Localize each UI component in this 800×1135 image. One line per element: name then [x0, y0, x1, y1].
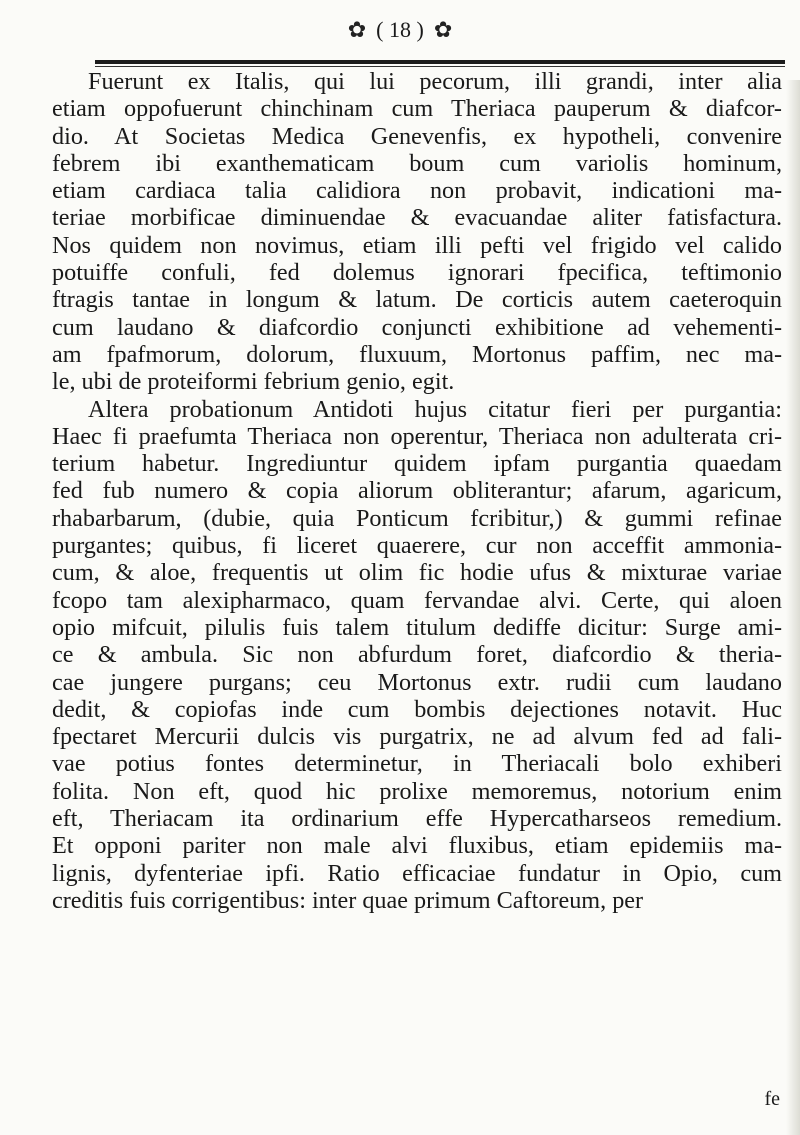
text-line: Nos quidem non novimus, etiam illi pefti vel frigido vel calido [52, 231, 782, 259]
page-edge [786, 80, 800, 1135]
text-line: cum laudano & diafcordio conjuncti exhibitione ad vehementi- [52, 313, 782, 341]
text-line: potuiffe confuli, fed dolemus ignorari fpecifica, teftimonio [52, 259, 782, 287]
text-line: lignis, dyfenteriae ipfi. Ratio efficaciae fundatur in Opio, cum [52, 859, 782, 887]
ornament-icon: ✿ [433, 17, 453, 42]
text-line: rhabarbarum, (dubie, quia Ponticum fcribitur,) & gummi refinae [52, 504, 782, 532]
header-rule [95, 60, 785, 64]
text-line: fed fub numero & copia aliorum obliterantur; afarum, agaricum, [52, 477, 782, 505]
text-line: purgantes; quibus, fi liceret quaerere, cur non acceffit ammonia- [52, 532, 782, 560]
text-line: etiam cardiaca talia calidiora non probavit, indicationi ma- [52, 177, 782, 205]
text-line: vae potius fontes determinetur, in Theriacali bolo exhiberi [52, 750, 782, 778]
text-line: opio mifcuit, pilulis fuis talem titulum dediffe dicitur: Surge ami- [52, 613, 782, 641]
text-line: creditis fuis corrigentibus: inter quae primum Caftoreum, per [52, 886, 644, 914]
text-line: folita. Non eft, quod hic prolixe memoremus, notorium enim [52, 777, 782, 805]
catchword: fe [764, 1088, 780, 1110]
text-line: eft, Theriacam ita ordinarium effe Hypercatharseos remedium. [52, 805, 782, 833]
text-line: cum, & aloe, frequentis ut olim fic hodie ufus & mixturae variae [52, 559, 782, 587]
text-line: ce & ambula. Sic non abfurdum foret, diafcordio & theria- [52, 641, 782, 669]
text-line: ftragis tantae in longum & latum. De corticis autem caeteroquin [52, 286, 782, 314]
text-line: le, ubi de proteiformi febrium genio, egit. [52, 368, 455, 396]
page-header [0, 10, 800, 50]
text-line: dio. At Societas Medica Genevenfis, ex hypotheli, convenire [52, 122, 782, 150]
ornament-icon: ✿ [347, 17, 367, 42]
page-number: ( 18 ) [376, 17, 424, 42]
text-line: Altera probationum Antidoti hujus citatur fieri per purgantia: [88, 395, 782, 423]
text-line: febrem ibi exanthematicam boum cum variolis hominum, [52, 149, 782, 177]
text-line: am fpafmorum, dolorum, fluxuum, Mortonus paffim, nec ma- [52, 340, 782, 368]
text-line: Fuerunt ex Italis, qui lui pecorum, illi grandi, inter alia [88, 68, 782, 95]
text-line: etiam oppofuerunt chinchinam cum Theriaca pauperum & diafcor- [52, 95, 782, 123]
text-line: terium habetur. Ingrediuntur quidem ipfam purgantia quaedam [52, 450, 782, 478]
text-line: dedit, & copiofas inde cum bombis dejectiones notavit. Huc [52, 695, 782, 723]
text-line: Et opponi pariter non male alvi fluxibus, etiam epidemiis ma- [52, 832, 782, 860]
text-line: cae jungere purgans; ceu Mortonus extr. rudii cum laudano [52, 668, 782, 696]
body-text [52, 68, 782, 914]
header-rule-thin [95, 66, 785, 67]
text-line: teriae morbificae diminuendae & evacuandae aliter fatisfactura. [52, 204, 782, 232]
text-line: Haec fi praefumta Theriaca non operentur, Theriaca non adulterata cri- [52, 422, 782, 450]
text-line: fcopo tam alexipharmaco, quam fervandae alvi. Certe, qui aloen [52, 586, 782, 614]
text-line: fpectaret Mercurii dulcis vis purgatrix, ne ad alvum fed ad fali- [52, 723, 782, 751]
